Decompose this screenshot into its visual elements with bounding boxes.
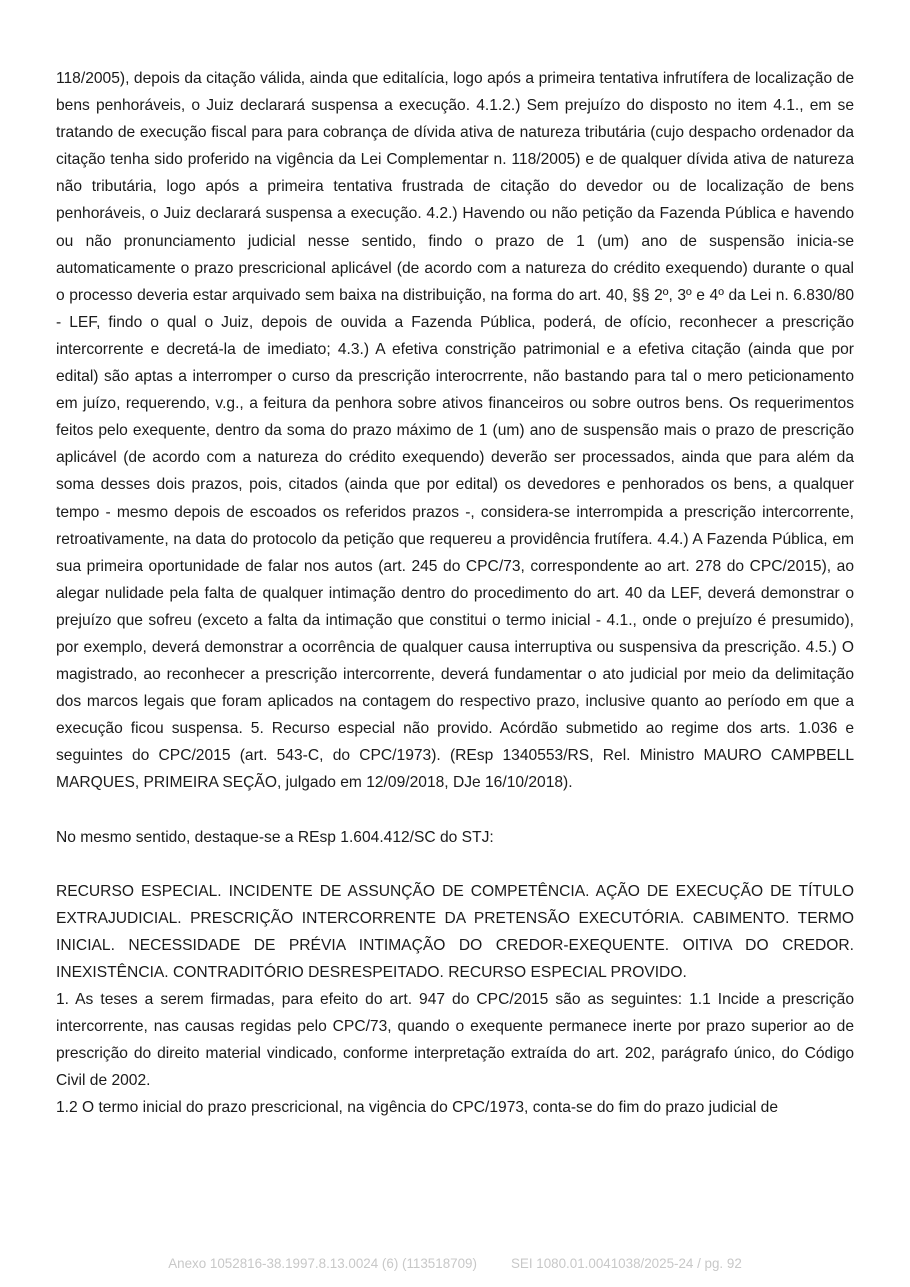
paragraph-thesis-1: 1. As teses a serem firmadas, para efeito do art. 947 do CPC/2015 são as seguintes: 1.1 Incide a prescrição intercorrente, nas causas regidas pelo CPC/73, quando o exequente permanece inerte por prazo superior ao de prescrição do direito material vindicado, conforme interpretação extraída do art. 202, parágrafo único, do Código Civil de 2002.	[56, 991, 854, 1090]
footer-sei-reference: SEI 1080.01.0041038/2025-24 / pg. 92	[510, 1256, 742, 1271]
page-footer	[0, 1256, 910, 1271]
footer-annex-reference: Anexo 1052816-38.1997.8.13.0024 (6) (113518709)	[168, 1256, 477, 1271]
paragraph-ementa-header: RECURSO ESPECIAL. INCIDENTE DE ASSUNÇÃO DE COMPETÊNCIA. AÇÃO DE EXECUÇÃO DE TÍTULO EXTRAJUDICIAL. PRESCRIÇÃO INTERCORRENTE DA PRETENSÃO EXECUTÓRIA. CABIMENTO. TERMO INICIAL. NECESSIDADE DE PRÉVIA INTIMAÇÃO DO CREDOR-EXEQUENTE. OITIVA DO CREDOR. INEXISTÊNCIA. CONTRADITÓRIO DESRESPEITADO. RECURSO ESPECIAL PROVIDO.	[56, 882, 854, 981]
paragraph-ementa-continuation: 118/2005), depois da citação válida, ainda que editalícia, logo após a primeira tentativa infrutífera de localização de bens penhoráveis, o Juiz declarará suspensa a execução. 4.1.2.) Sem prejuízo do disposto no item 4.1., em se tratando de execução fiscal para para cobrança de dívida ativa de natureza tributária (cujo despacho ordenador da citação tenha sido proferido na vigência da Lei Complementar n. 118/2005) e de qualquer dívida ativa de natureza não tributária, logo após a primeira tentativa frustrada de citação do devedor ou de localização de bens penhoráveis, o Juiz declarará suspensa a execução. 4.2.) Havendo ou não petição da Fazenda Pública e havendo ou não pronunciamento judicial nesse sentido, findo o prazo de 1 (um) ano de suspensão inicia-se automaticamente o prazo prescricional aplicável (de acordo com a natureza do crédito exequendo) durante o qual o processo deveria estar arquivado sem baixa na distribuição, na forma do art. 40, §§ 2º, 3º e 4º da Lei n. 6.830/80 - LEF, findo o qual o Juiz, depois de ouvida a Fazenda Pública, poderá, de ofício, reconhecer a prescrição intercorrente e decretá-la de imediato; 4.3.) A efetiva constrição patrimonial e a efetiva citação (ainda que por edital) são aptas a interromper o curso da prescrição interocrrente, não bastando para tal o mero peticionamento em juízo, requerendo, v.g., a feitura da penhora sobre ativos financeiros ou sobre outros bens. Os requerimentos feitos pelo exequente, dentro da soma do prazo máximo de 1 (um) ano de suspensão mais o prazo de prescrição aplicável (de acordo com a natureza do crédito exequendo) deverão ser processados, ainda que para além da soma desses dois prazos, pois, citados (ainda que por edital) os devedores e penhorados os bens, a qualquer tempo - mesmo depois de escoados os referidos prazos -, considera-se interrompida a prescrição intercorrente, retroativamente, na data do protocolo da petição que requereu a providência frutífera. 4.4.) A Fazenda Pública, em sua primeira oportunidade de falar nos autos (art. 245 do CPC/73, correspondente ao art. 278 do CPC/2015), ao alegar nulidade pela falta de qualquer intimação dentro do procedimento do art. 40 da LEF, deverá demonstrar o prejuízo que sofreu (exceto a falta da intimação que constitui o termo inicial - 4.1., onde o prejuízo é presumido), por exemplo, deverá demonstrar a ocorrência de qualquer causa interruptiva ou suspensiva da prescrição. 4.5.) O magistrado, ao reconhecer a prescrição intercorrente, deverá fundamentar o ato judicial por meio da delimitação dos marcos legais que foram aplicados na contagem do respectivo prazo, inclusive quanto ao período em que a execução ficou suspensa. 5. Recurso especial não provido. Acórdão submetido ao regime dos arts. 1.036 e seguintes do CPC/2015 (art. 543-C, do CPC/1973). (REsp 1340553/RS, Rel. Ministro MAURO CAMPBELL MARQUES, PRIMEIRA SEÇÃO, julgado em 12/09/2018, DJe 16/10/2018).	[56, 70, 854, 792]
paragraph-spacer	[56, 851, 854, 878]
document-body	[56, 65, 854, 1121]
paragraph-spacer	[56, 797, 854, 824]
paragraph-introduction: No mesmo sentido, destaque-se a REsp 1.604.412/SC do STJ:	[56, 828, 494, 846]
paragraph-thesis-1-2: 1.2 O termo inicial do prazo prescricional, na vigência do CPC/1973, conta-se do fim do prazo judicial de	[56, 1099, 779, 1117]
